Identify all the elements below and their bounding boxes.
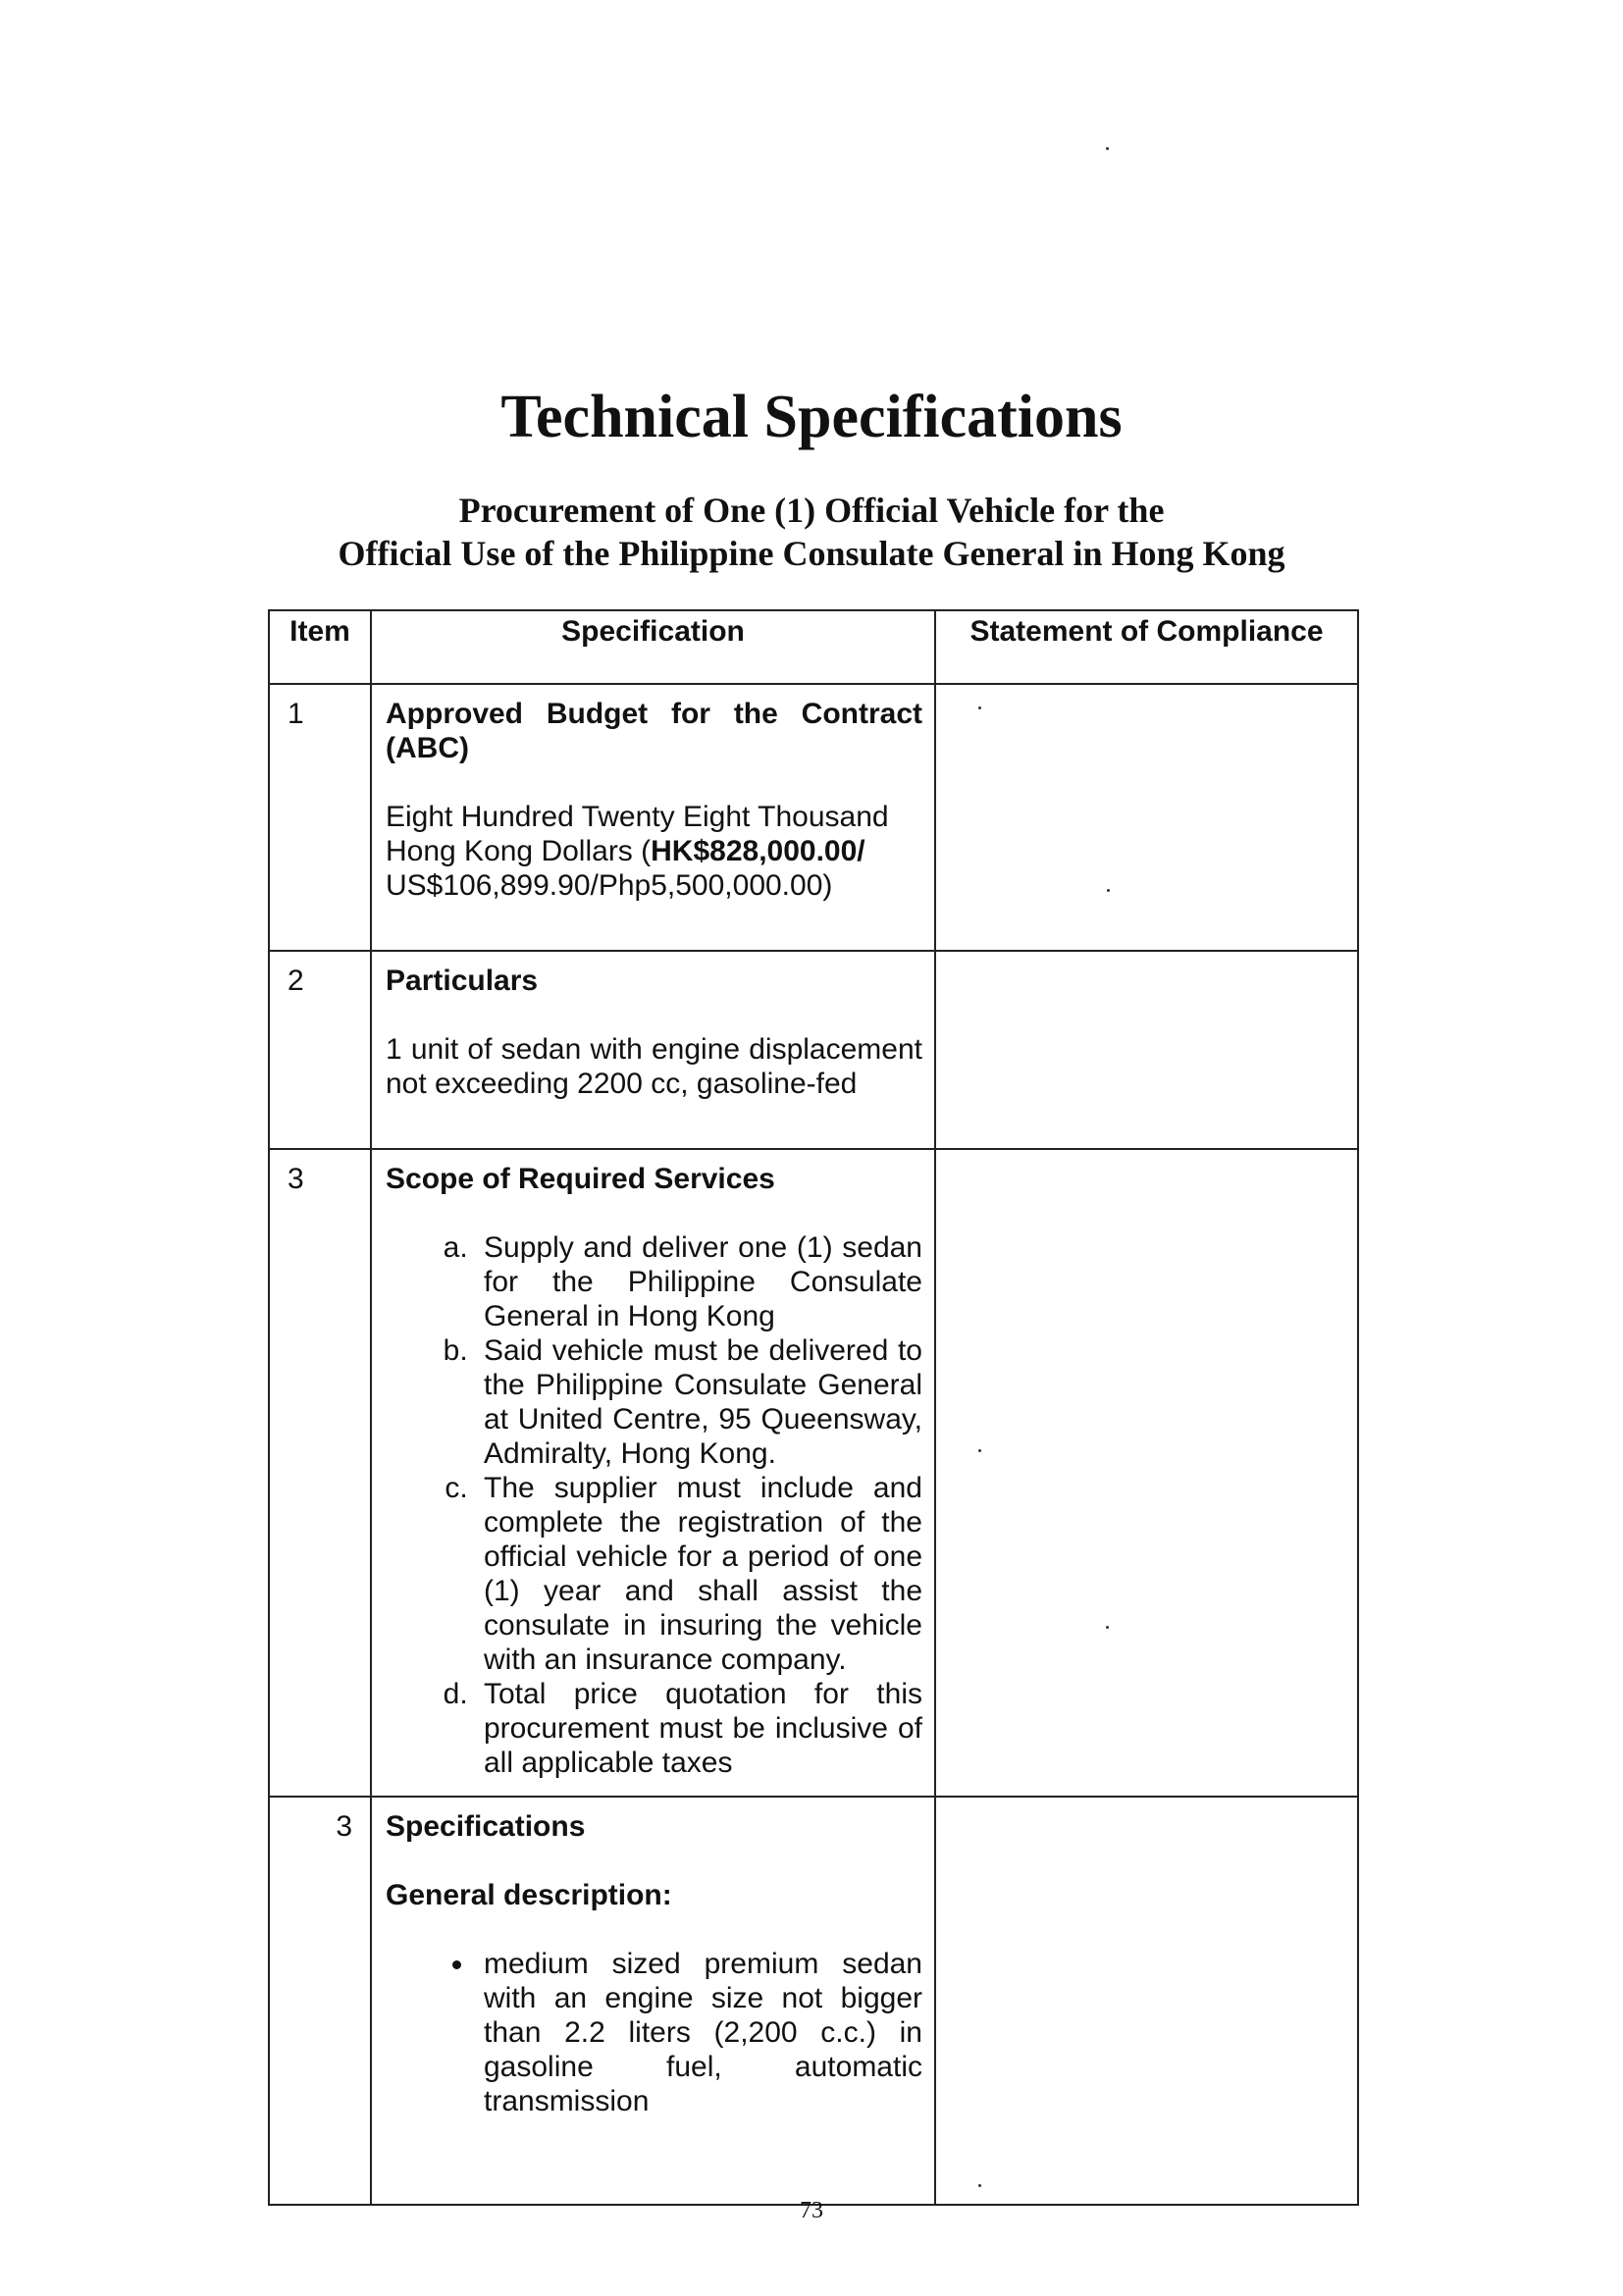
row-subheading: General description: xyxy=(386,1879,672,1911)
row-heading: Specifications xyxy=(386,1810,586,1843)
table-header-row xyxy=(269,610,1358,684)
document-subtitle xyxy=(0,489,1623,575)
list-item: d. Total price quotation for this procurement must be inclusive of all applicable taxes xyxy=(476,1677,922,1780)
item-number: 3 xyxy=(269,1149,371,1797)
scan-speck xyxy=(1107,889,1110,892)
scan-speck xyxy=(978,2184,981,2187)
specification-cell xyxy=(371,1797,935,2205)
budget-amount-hkd: HK$828,000.00/ xyxy=(651,835,865,867)
scan-speck xyxy=(978,1449,981,1452)
page-number: 73 xyxy=(800,2198,823,2223)
table-row xyxy=(269,951,1358,1149)
budget-text xyxy=(386,800,922,903)
general-description-list xyxy=(386,1947,922,2118)
compliance-cell[interactable] xyxy=(935,951,1358,1149)
header-statement-of-compliance: Statement of Compliance xyxy=(935,610,1358,684)
specifications-table xyxy=(268,609,1359,2206)
specification-cell xyxy=(371,951,935,1149)
budget-text-suffix: US$106,899.90/Php5,500,000.00) xyxy=(386,869,833,902)
table-row xyxy=(269,1149,1358,1797)
header-specification: Specification xyxy=(371,610,935,684)
subtitle-line-2: Official Use of the Philippine Consulate General in Hong Kong xyxy=(338,534,1285,573)
list-item: b. Said vehicle must be delivered to the Philippine Consulate General at United Centre, 95 Queensway, Admiralty, Hong Kong. xyxy=(476,1333,922,1471)
list-item: • medium sized premium sedan with an engine size not bigger than 2.2 liters (2,200 c.c.) in gasoline fuel, automatic transmission xyxy=(476,1947,922,2118)
item-number: 1 xyxy=(269,684,371,951)
item-number: 3 xyxy=(269,1797,371,2205)
compliance-cell[interactable] xyxy=(935,1797,1358,2205)
subtitle-line-1: Procurement of One (1) Official Vehicle for the xyxy=(458,491,1165,530)
item-number: 2 xyxy=(269,951,371,1149)
header-item: Item xyxy=(269,610,371,684)
scan-speck xyxy=(1106,1626,1109,1629)
row-heading: Approved Budget for the Contract (ABC) xyxy=(386,698,922,764)
specification-cell xyxy=(371,684,935,951)
list-item: a. Supply and deliver one (1) sedan for the Philippine Consulate General in Hong Kong xyxy=(476,1230,922,1333)
specification-cell xyxy=(371,1149,935,1797)
compliance-cell[interactable] xyxy=(935,1149,1358,1797)
scan-speck xyxy=(978,706,981,709)
table-row xyxy=(269,684,1358,951)
table-row xyxy=(269,1797,1358,2205)
budget-text-prefix: Eight Hundred Twenty Eight Thousand Hong Kong Dollars ( xyxy=(386,801,889,867)
list-item: c. The supplier must include and complete the registration of the official vehicle for a period of one (1) year and shall assist the consulate in insuring the vehicle with an insurance company. xyxy=(476,1471,922,1677)
scan-speck xyxy=(1106,147,1109,150)
row-heading: Scope of Required Services xyxy=(386,1163,775,1195)
services-list xyxy=(386,1230,922,1780)
row-heading: Particulars xyxy=(386,965,539,997)
particulars-text: 1 unit of sedan with engine displacement not exceeding 2200 cc, gasoline-fed xyxy=(386,1033,922,1100)
document-title: Technical Specifications xyxy=(500,384,1123,450)
compliance-cell[interactable] xyxy=(935,684,1358,951)
